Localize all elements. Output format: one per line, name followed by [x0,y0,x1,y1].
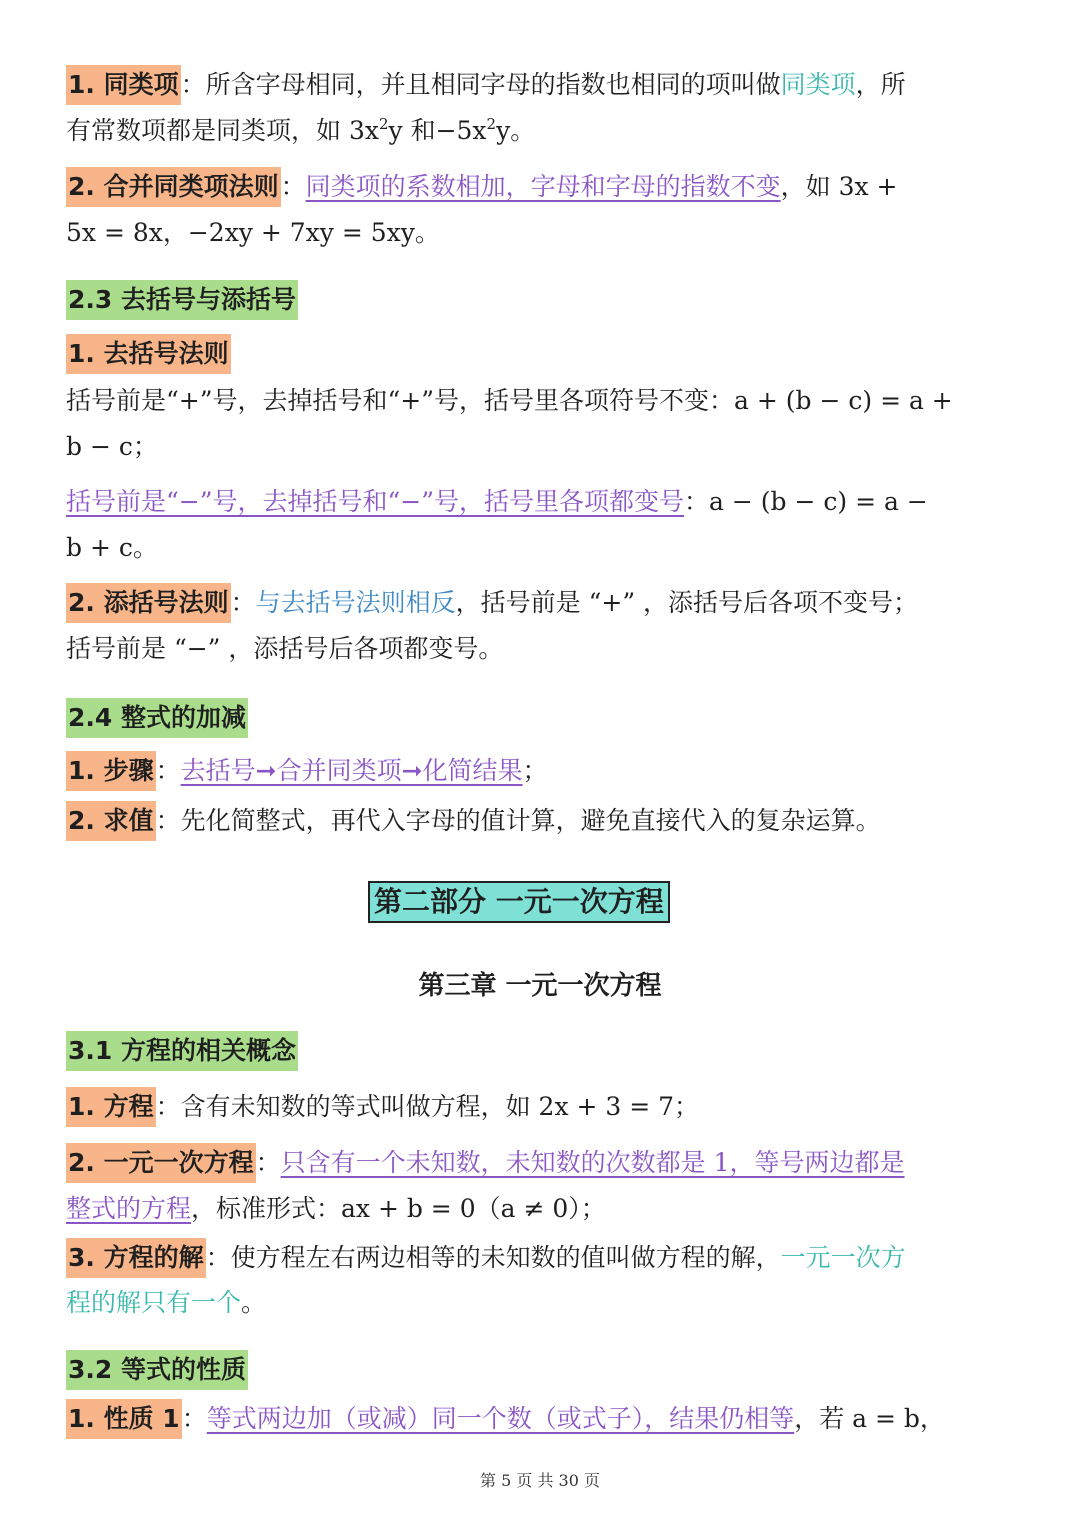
underlined-rule: 整式的方程 [66,1194,192,1223]
remove-brackets-line-1: 括号前是“+”号，去掉括号和“+”号，括号里各项符号不变：a + (b − c) = a + [66,386,953,415]
keyword-property-1: 1. 性质 1 [66,1399,182,1439]
section-heading-3-2: 3.2 等式的性质 [66,1350,248,1390]
keyword-combine-rule: 2. 合并同类项法则 [66,167,281,207]
keyword-equation: 1. 方程 [66,1087,156,1127]
add-brackets-line-1: 2. 添括号法则：与去括号法则相反，括号前是 “+” ，添括号后各项不变号； [66,580,918,626]
underlined-rule: 同类项的系数相加，字母和字母的指数不变 [305,172,781,201]
remove-brackets-line-4: b + c。 [66,533,158,562]
like-terms-line-2: 有常数项都是同类项，如 $3x^2y$ 和$-5x^2y$。 [66,115,536,145]
remove-brackets-line-3: 括号前是“−”号，去掉括号和“−”号，括号里各项都变号：a − (b − c) = a − [66,487,928,516]
keyword-evaluate: 2. 求值 [66,801,156,841]
part-title: 第二部分 一元一次方程 [368,881,670,923]
remove-brackets-heading [66,331,231,377]
page-footer: 第 5 页 共 30 页 [480,1471,600,1490]
highlight-text: 程的解只有一个 [66,1288,242,1317]
like-terms-line-1: 1. 同类项：所含字母相同，并且相同字母的指数也相同的项叫做同类项，所 [66,62,906,108]
section-heading-2-3: 2.3 去括号与添括号 [66,280,298,320]
combine-rule-line-1: 2. 合并同类项法则：同类项的系数相加，字母和字母的指数不变，如 3x + [66,164,898,210]
steps-line: 1. 步骤：去括号➞合并同类项➞化简结果； [66,748,548,794]
evaluate-line: 2. 求值：先化简整式，再代入字母的值计算，避免直接代入的复杂运算。 [66,798,881,844]
section-heading-3-1: 3.1 方程的相关概念 [66,1031,298,1071]
section-heading-2-4: 2.4 整式的加减 [66,698,248,738]
keyword-linear-equation: 2. 一元一次方程 [66,1143,256,1183]
underlined-rule: 括号前是“−”号，去掉括号和“−”号，括号里各项都变号 [66,487,685,516]
equation-line: 1. 方程：含有未知数的等式叫做方程，如 2x + 3 = 7； [66,1084,699,1130]
underlined-rule: 只含有一个未知数，未知数的次数都是 1，等号两边都是 [280,1148,905,1177]
keyword-add-brackets: 2. 添括号法则 [66,583,231,623]
linear-equation-line-1: 2. 一元一次方程：只含有一个未知数，未知数的次数都是 1，等号两边都是 [66,1140,904,1186]
solution-line-1: 3. 方程的解：使方程左右两边相等的未知数的值叫做方程的解，一元一次方 [66,1235,906,1281]
highlight-text: 同类项 [780,70,856,99]
highlight-text: 一元一次方 [780,1243,906,1272]
linear-equation-line-2: 整式的方程，标准形式：ax + b = 0（a ≠ 0）； [66,1194,606,1223]
keyword-remove-brackets: 1. 去括号法则 [66,334,231,374]
solution-line-2: 程的解只有一个。 [66,1288,267,1317]
combine-rule-line-2: 5x = 8x，−2xy + 7xy = 5xy。 [66,218,440,247]
keyword-solution: 3. 方程的解 [66,1238,206,1278]
remove-brackets-line-2: b − c； [66,432,158,461]
property-1-line: 1. 性质 1：等式两边加（或减）同一个数（或式子），结果仍相等，若 a = b， [66,1396,945,1442]
highlight-text: 与去括号法则相反 [255,588,456,617]
keyword-steps: 1. 步骤 [66,751,156,791]
add-brackets-line-2: 括号前是 “−” ，添括号后各项都变号。 [66,634,504,663]
underlined-rule: 等式两边加（或减）同一个数（或式子），结果仍相等 [206,1404,795,1433]
keyword-like-terms: 1. 同类项 [66,65,181,105]
underlined-rule: 去括号➞合并同类项➞化简结果 [180,756,523,785]
chapter-title: 第三章 一元一次方程 [418,971,662,1001]
